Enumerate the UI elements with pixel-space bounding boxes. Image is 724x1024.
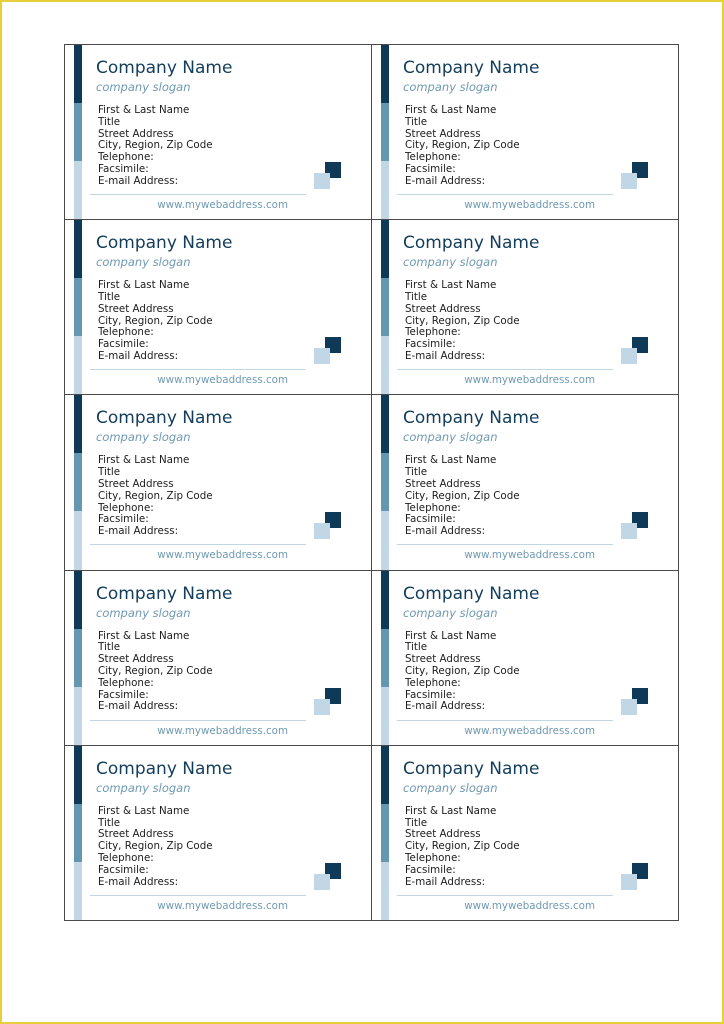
business-card[interactable] (371, 44, 679, 220)
logo-squares-icon (314, 162, 342, 190)
company-name: Company Name (403, 58, 540, 78)
divider-line (90, 544, 306, 545)
logo-square-light (314, 348, 330, 364)
person-name: First & Last Name (98, 279, 190, 292)
accent-bar-mid (74, 278, 82, 336)
facsimile-label: Facsimile: (98, 162, 149, 175)
divider-line (90, 720, 306, 721)
accent-bar-mid (74, 103, 82, 161)
company-name: Company Name (96, 408, 233, 429)
contact-details (98, 105, 213, 188)
company-slogan: company slogan (403, 80, 498, 94)
job-title: Title (405, 816, 428, 829)
email-label: E-mail Address: (98, 875, 179, 888)
street-address: Street Address (98, 302, 174, 315)
accent-bar-mid (74, 804, 82, 862)
divider-line (397, 194, 613, 195)
business-card-sheet (64, 44, 678, 920)
website-link[interactable]: www.mywebaddress.com (464, 199, 595, 211)
company-slogan: company slogan (403, 430, 498, 445)
logo-square-light (314, 173, 330, 189)
company-slogan: company slogan (403, 255, 498, 270)
logo-square-light (314, 699, 330, 715)
email-label: E-mail Address: (405, 174, 486, 187)
business-card[interactable] (64, 570, 372, 746)
telephone-label: Telephone: (98, 851, 154, 864)
accent-bar-dark (74, 395, 82, 453)
telephone-label: Telephone: (98, 326, 154, 339)
accent-bar-mid (381, 453, 389, 511)
contact-details (98, 455, 213, 538)
contact-details (98, 631, 213, 714)
company-slogan: company slogan (96, 605, 191, 620)
email-label: E-mail Address: (405, 875, 486, 888)
accent-bar-mid (74, 629, 82, 687)
accent-bar-mid (74, 453, 82, 511)
company-name: Company Name (96, 233, 233, 254)
job-title: Title (98, 816, 121, 829)
accent-bar-dark (381, 395, 389, 453)
accent-bar-light (74, 687, 82, 746)
street-address: Street Address (405, 127, 481, 140)
logo-squares-icon (621, 863, 649, 891)
logo-square-light (621, 348, 637, 364)
business-card[interactable] (64, 394, 372, 570)
business-card[interactable] (64, 219, 372, 395)
email-label: E-mail Address: (405, 700, 486, 713)
accent-bar-mid (381, 278, 389, 336)
accent-bar-dark (381, 220, 389, 278)
logo-squares-icon (621, 162, 649, 190)
accent-bar-light (74, 862, 82, 921)
email-label: E-mail Address: (98, 525, 179, 538)
city-region-zip: City, Region, Zip Code (405, 664, 520, 677)
facsimile-label: Facsimile: (405, 513, 456, 526)
city-region-zip: City, Region, Zip Code (98, 489, 213, 502)
job-title: Title (405, 641, 428, 654)
website-link[interactable]: www.mywebaddress.com (464, 374, 595, 387)
company-slogan: company slogan (96, 255, 191, 270)
accent-bar-mid (381, 804, 389, 862)
telephone-label: Telephone: (98, 501, 154, 514)
logo-squares-icon (621, 688, 649, 716)
city-region-zip: City, Region, Zip Code (405, 139, 520, 152)
divider-line (397, 895, 613, 896)
facsimile-label: Facsimile: (98, 513, 149, 526)
facsimile-label: Facsimile: (98, 688, 149, 701)
logo-square-light (314, 874, 330, 890)
website-link[interactable]: www.mywebaddress.com (157, 199, 288, 211)
street-address: Street Address (405, 477, 481, 490)
facsimile-label: Facsimile: (405, 338, 456, 351)
facsimile-label: Facsimile: (405, 162, 456, 175)
city-region-zip: City, Region, Zip Code (98, 664, 213, 677)
job-title: Title (405, 466, 428, 479)
email-label: E-mail Address: (98, 349, 179, 362)
job-title: Title (98, 641, 121, 654)
contact-details (405, 806, 520, 889)
accent-bar-dark (74, 746, 82, 804)
logo-squares-icon (621, 337, 649, 365)
accent-bar-light (381, 687, 389, 746)
person-name: First & Last Name (98, 804, 190, 817)
divider-line (90, 369, 306, 370)
company-slogan: company slogan (403, 605, 498, 620)
street-address: Street Address (405, 828, 481, 841)
logo-square-light (621, 699, 637, 715)
person-name: First & Last Name (98, 629, 190, 642)
accent-bar-dark (381, 746, 389, 804)
company-name: Company Name (403, 233, 540, 254)
telephone-label: Telephone: (405, 851, 461, 864)
contact-details (405, 280, 520, 363)
divider-line (397, 369, 613, 370)
person-name: First & Last Name (405, 629, 497, 642)
accent-bar-light (381, 862, 389, 921)
logo-squares-icon (314, 512, 342, 540)
business-card[interactable] (371, 745, 679, 921)
logo-squares-icon (314, 863, 342, 891)
telephone-label: Telephone: (405, 501, 461, 514)
job-title: Title (98, 290, 121, 303)
accent-bar-dark (381, 45, 389, 103)
accent-bar-dark (74, 571, 82, 629)
accent-bar-dark (74, 45, 82, 103)
website-link[interactable]: www.mywebaddress.com (464, 549, 595, 562)
person-name: First & Last Name (98, 454, 190, 467)
accent-bar-light (74, 336, 82, 395)
company-name: Company Name (96, 758, 233, 779)
telephone-label: Telephone: (405, 151, 461, 164)
person-name: First & Last Name (405, 104, 497, 116)
street-address: Street Address (405, 653, 481, 666)
website-link[interactable]: www.mywebaddress.com (464, 724, 595, 737)
accent-bar-dark (381, 571, 389, 629)
telephone-label: Telephone: (98, 151, 154, 164)
logo-squares-icon (314, 337, 342, 365)
accent-bar-dark (74, 220, 82, 278)
city-region-zip: City, Region, Zip Code (405, 489, 520, 502)
company-slogan: company slogan (403, 780, 498, 795)
website-link[interactable]: www.mywebaddress.com (157, 549, 288, 562)
street-address: Street Address (98, 653, 174, 666)
contact-details (405, 105, 520, 188)
logo-square-light (621, 173, 637, 189)
city-region-zip: City, Region, Zip Code (405, 840, 520, 853)
street-address: Street Address (405, 302, 481, 315)
accent-bar-light (74, 511, 82, 570)
facsimile-label: Facsimile: (405, 863, 456, 876)
company-slogan: company slogan (96, 780, 191, 795)
street-address: Street Address (98, 477, 174, 490)
logo-square-light (621, 523, 637, 539)
email-label: E-mail Address: (405, 525, 486, 538)
contact-details (405, 631, 520, 714)
job-title: Title (405, 290, 428, 303)
logo-squares-icon (621, 512, 649, 540)
street-address: Street Address (98, 127, 174, 140)
company-name: Company Name (96, 58, 233, 78)
logo-square-light (621, 874, 637, 890)
job-title: Title (98, 115, 121, 128)
company-slogan: company slogan (96, 80, 191, 94)
divider-line (90, 895, 306, 896)
business-card[interactable] (371, 570, 679, 746)
accent-bar-light (381, 336, 389, 395)
contact-details (98, 806, 213, 889)
business-card[interactable] (371, 219, 679, 395)
telephone-label: Telephone: (98, 676, 154, 689)
accent-bar-light (74, 161, 82, 220)
email-label: E-mail Address: (98, 700, 179, 713)
job-title: Title (405, 115, 428, 128)
person-name: First & Last Name (405, 804, 497, 817)
telephone-label: Telephone: (405, 326, 461, 339)
divider-line (90, 194, 306, 195)
website-link[interactable]: www.mywebaddress.com (157, 899, 288, 912)
telephone-label: Telephone: (405, 676, 461, 689)
accent-bar-light (381, 161, 389, 220)
company-name: Company Name (96, 583, 233, 604)
company-slogan: company slogan (96, 430, 191, 445)
company-name: Company Name (403, 758, 540, 779)
divider-line (397, 544, 613, 545)
company-name: Company Name (403, 583, 540, 604)
email-label: E-mail Address: (98, 174, 179, 187)
facsimile-label: Facsimile: (98, 863, 149, 876)
website-link[interactable]: www.mywebaddress.com (157, 374, 288, 387)
website-link[interactable]: www.mywebaddress.com (464, 899, 595, 912)
business-card[interactable] (64, 44, 372, 220)
logo-square-light (314, 523, 330, 539)
logo-squares-icon (314, 688, 342, 716)
city-region-zip: City, Region, Zip Code (98, 139, 213, 152)
person-name: First & Last Name (405, 454, 497, 467)
company-name: Company Name (403, 408, 540, 429)
city-region-zip: City, Region, Zip Code (405, 314, 520, 327)
city-region-zip: City, Region, Zip Code (98, 314, 213, 327)
facsimile-label: Facsimile: (405, 688, 456, 701)
street-address: Street Address (98, 828, 174, 841)
accent-bar-mid (381, 103, 389, 161)
business-card[interactable] (64, 745, 372, 921)
divider-line (397, 720, 613, 721)
facsimile-label: Facsimile: (98, 338, 149, 351)
city-region-zip: City, Region, Zip Code (98, 840, 213, 853)
accent-bar-mid (381, 629, 389, 687)
contact-details (98, 280, 213, 363)
email-label: E-mail Address: (405, 349, 486, 362)
website-link[interactable]: www.mywebaddress.com (157, 724, 288, 737)
contact-details (405, 455, 520, 538)
accent-bar-light (381, 511, 389, 570)
person-name: First & Last Name (98, 104, 190, 116)
business-card[interactable] (371, 394, 679, 570)
job-title: Title (98, 466, 121, 479)
person-name: First & Last Name (405, 279, 497, 292)
